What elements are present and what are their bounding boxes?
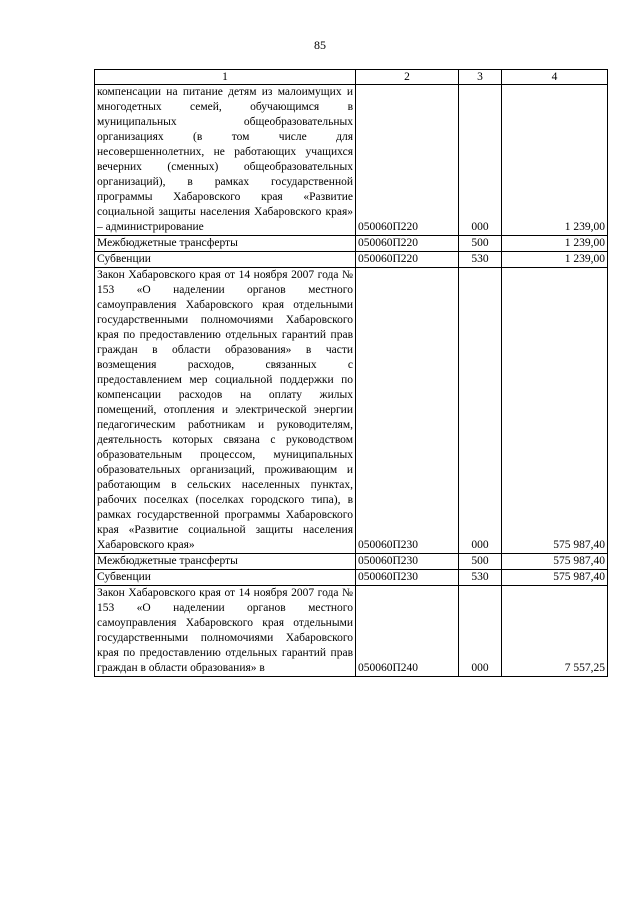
row-code: 050060П220 [356,236,459,252]
row-kind: 500 [459,236,502,252]
header-row [95,70,608,85]
row-description: Закон Хабаровского края от 14 ноября 2007 года № 153 «О наделении органов местного самоуправления Хабаровского края отдельными государственными полномочиями Хабаровского края по предоставлению отдельных гарантий прав граждан в области образования» в [95,586,356,677]
row-kind: 000 [459,586,502,677]
row-description: Межбюджетные трансферты [95,554,356,570]
row-kind: 530 [459,570,502,586]
row-code: 050060П230 [356,570,459,586]
table-row [95,252,608,268]
row-code: 050060П230 [356,268,459,554]
table-row [95,85,608,236]
row-description: Закон Хабаровского края от 14 ноября 2007 года № 153 «О наделении органов местного самоуправления Хабаровского края отдельными государственными полномочиями Хабаровского края по предоставлению отдельных гарантий прав граждан в области образования» в части возмещения расходов, связанных с предоставлением мер социальной поддержки по компенсации расходов на оплату жилых помещений, отопления и электрической энергии педагогическим работникам и руководителям, деятельность которых связана с руководством образовательным процессом, муниципальных образовательных организаций, проживающим и работающим в сельских населенных пунктах, рабочих поселках (поселках городского типа), в рамках государственной программы Хабаровского края «Развитие социальной защиты населения Хабаровского края» [95,268,356,554]
row-code: 050060П240 [356,586,459,677]
row-description: Субвенции [95,252,356,268]
row-kind: 000 [459,85,502,236]
row-kind: 530 [459,252,502,268]
row-kind: 000 [459,268,502,554]
header-col-4: 4 [502,70,608,85]
table-row [95,236,608,252]
row-code: 050060П220 [356,85,459,236]
header-col-3: 3 [459,70,502,85]
row-description: Межбюджетные трансферты [95,236,356,252]
row-amount: 7 557,25 [502,586,608,677]
row-kind: 500 [459,554,502,570]
row-amount: 1 239,00 [502,85,608,236]
table-row [95,570,608,586]
row-description: Субвенции [95,570,356,586]
page-number: 85 [314,38,326,52]
row-amount: 575 987,40 [502,570,608,586]
row-amount: 1 239,00 [502,236,608,252]
row-description: компенсации на питание детям из малоимущих и многодетных семей, обучающимся в муниципальных общеобразовательных организациях (в том числе для несовершеннолетних, не работающих учащихся вечерних (сменных) общеобразовательных организаций), в рамках государственной программы Хабаровского края «Развитие социальной защиты населения Хабаровского края» – администрирование [95,85,356,236]
budget-table [94,69,608,677]
row-amount: 575 987,40 [502,554,608,570]
row-amount: 575 987,40 [502,268,608,554]
row-code: 050060П230 [356,554,459,570]
table-row [95,554,608,570]
row-code: 050060П220 [356,252,459,268]
header-col-2: 2 [356,70,459,85]
table-row [95,586,608,677]
row-amount: 1 239,00 [502,252,608,268]
table-row [95,268,608,554]
header-col-1: 1 [95,70,356,85]
